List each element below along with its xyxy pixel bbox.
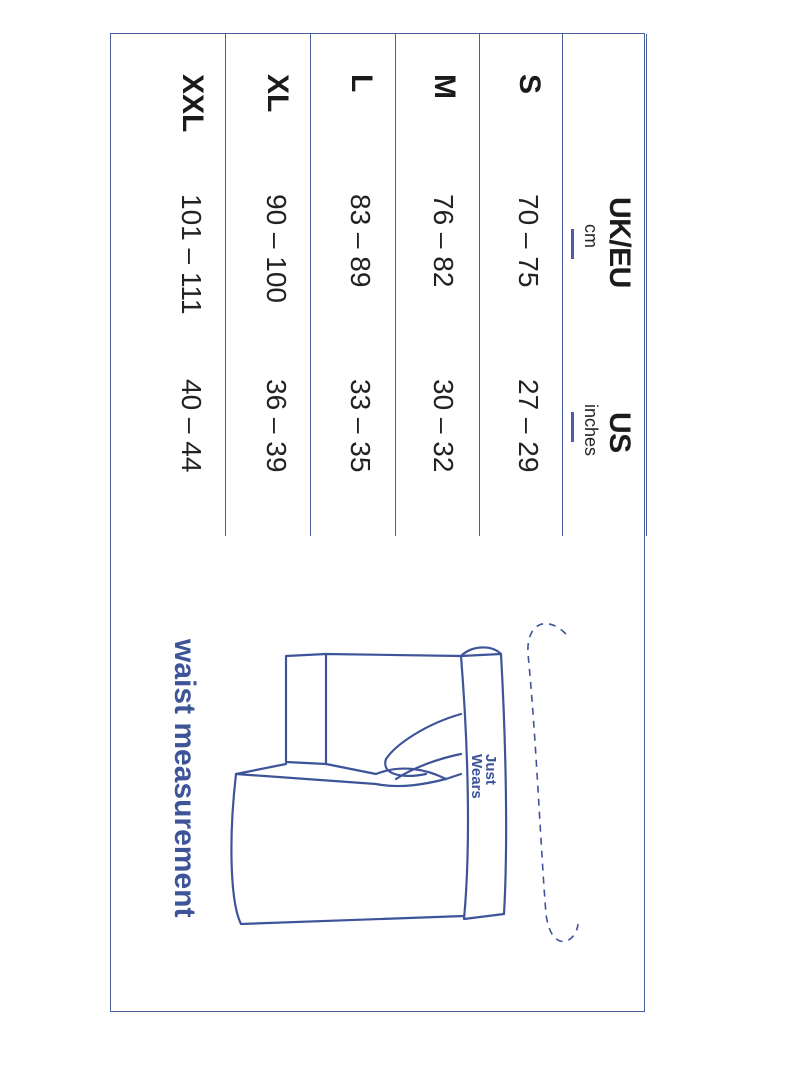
us-value: 33 – 35 [345, 379, 376, 473]
us-value: 40 – 44 [176, 379, 207, 473]
row-divider [395, 34, 396, 536]
us-unit-label: inches [581, 404, 601, 457]
waist-measurement-caption: waist measurement [168, 639, 201, 918]
uk-eu-value: 70 – 75 [513, 194, 544, 288]
size-label: S [513, 74, 546, 95]
uk-eu-unit-label: cm [581, 224, 601, 248]
uk-eu-value: 76 – 82 [428, 194, 459, 288]
us-value: 30 – 32 [428, 379, 459, 473]
brand-logo: Just Wears [468, 754, 499, 799]
us-value: 36 – 39 [261, 379, 292, 473]
uk-eu-column-title: UK/EU [603, 197, 636, 288]
size-label: L [345, 74, 378, 93]
size-label: XXL [176, 74, 209, 133]
boxer-briefs-icon [216, 614, 586, 954]
table-top-divider [646, 34, 647, 536]
row-divider [225, 34, 226, 536]
size-label: XL [261, 74, 294, 113]
us-underline [571, 412, 574, 442]
size-label: M [428, 74, 461, 99]
row-divider [310, 34, 311, 536]
row-divider [562, 34, 563, 536]
size-chart-content [111, 34, 646, 1013]
uk-eu-value: 90 – 100 [261, 194, 292, 303]
us-value: 27 – 29 [513, 379, 544, 473]
size-chart-frame [110, 33, 645, 1012]
us-column-title: US [603, 412, 636, 453]
uk-eu-underline [571, 229, 574, 259]
row-divider [479, 34, 480, 536]
uk-eu-value: 83 – 89 [345, 194, 376, 288]
uk-eu-value: 101 – 111 [176, 194, 207, 315]
